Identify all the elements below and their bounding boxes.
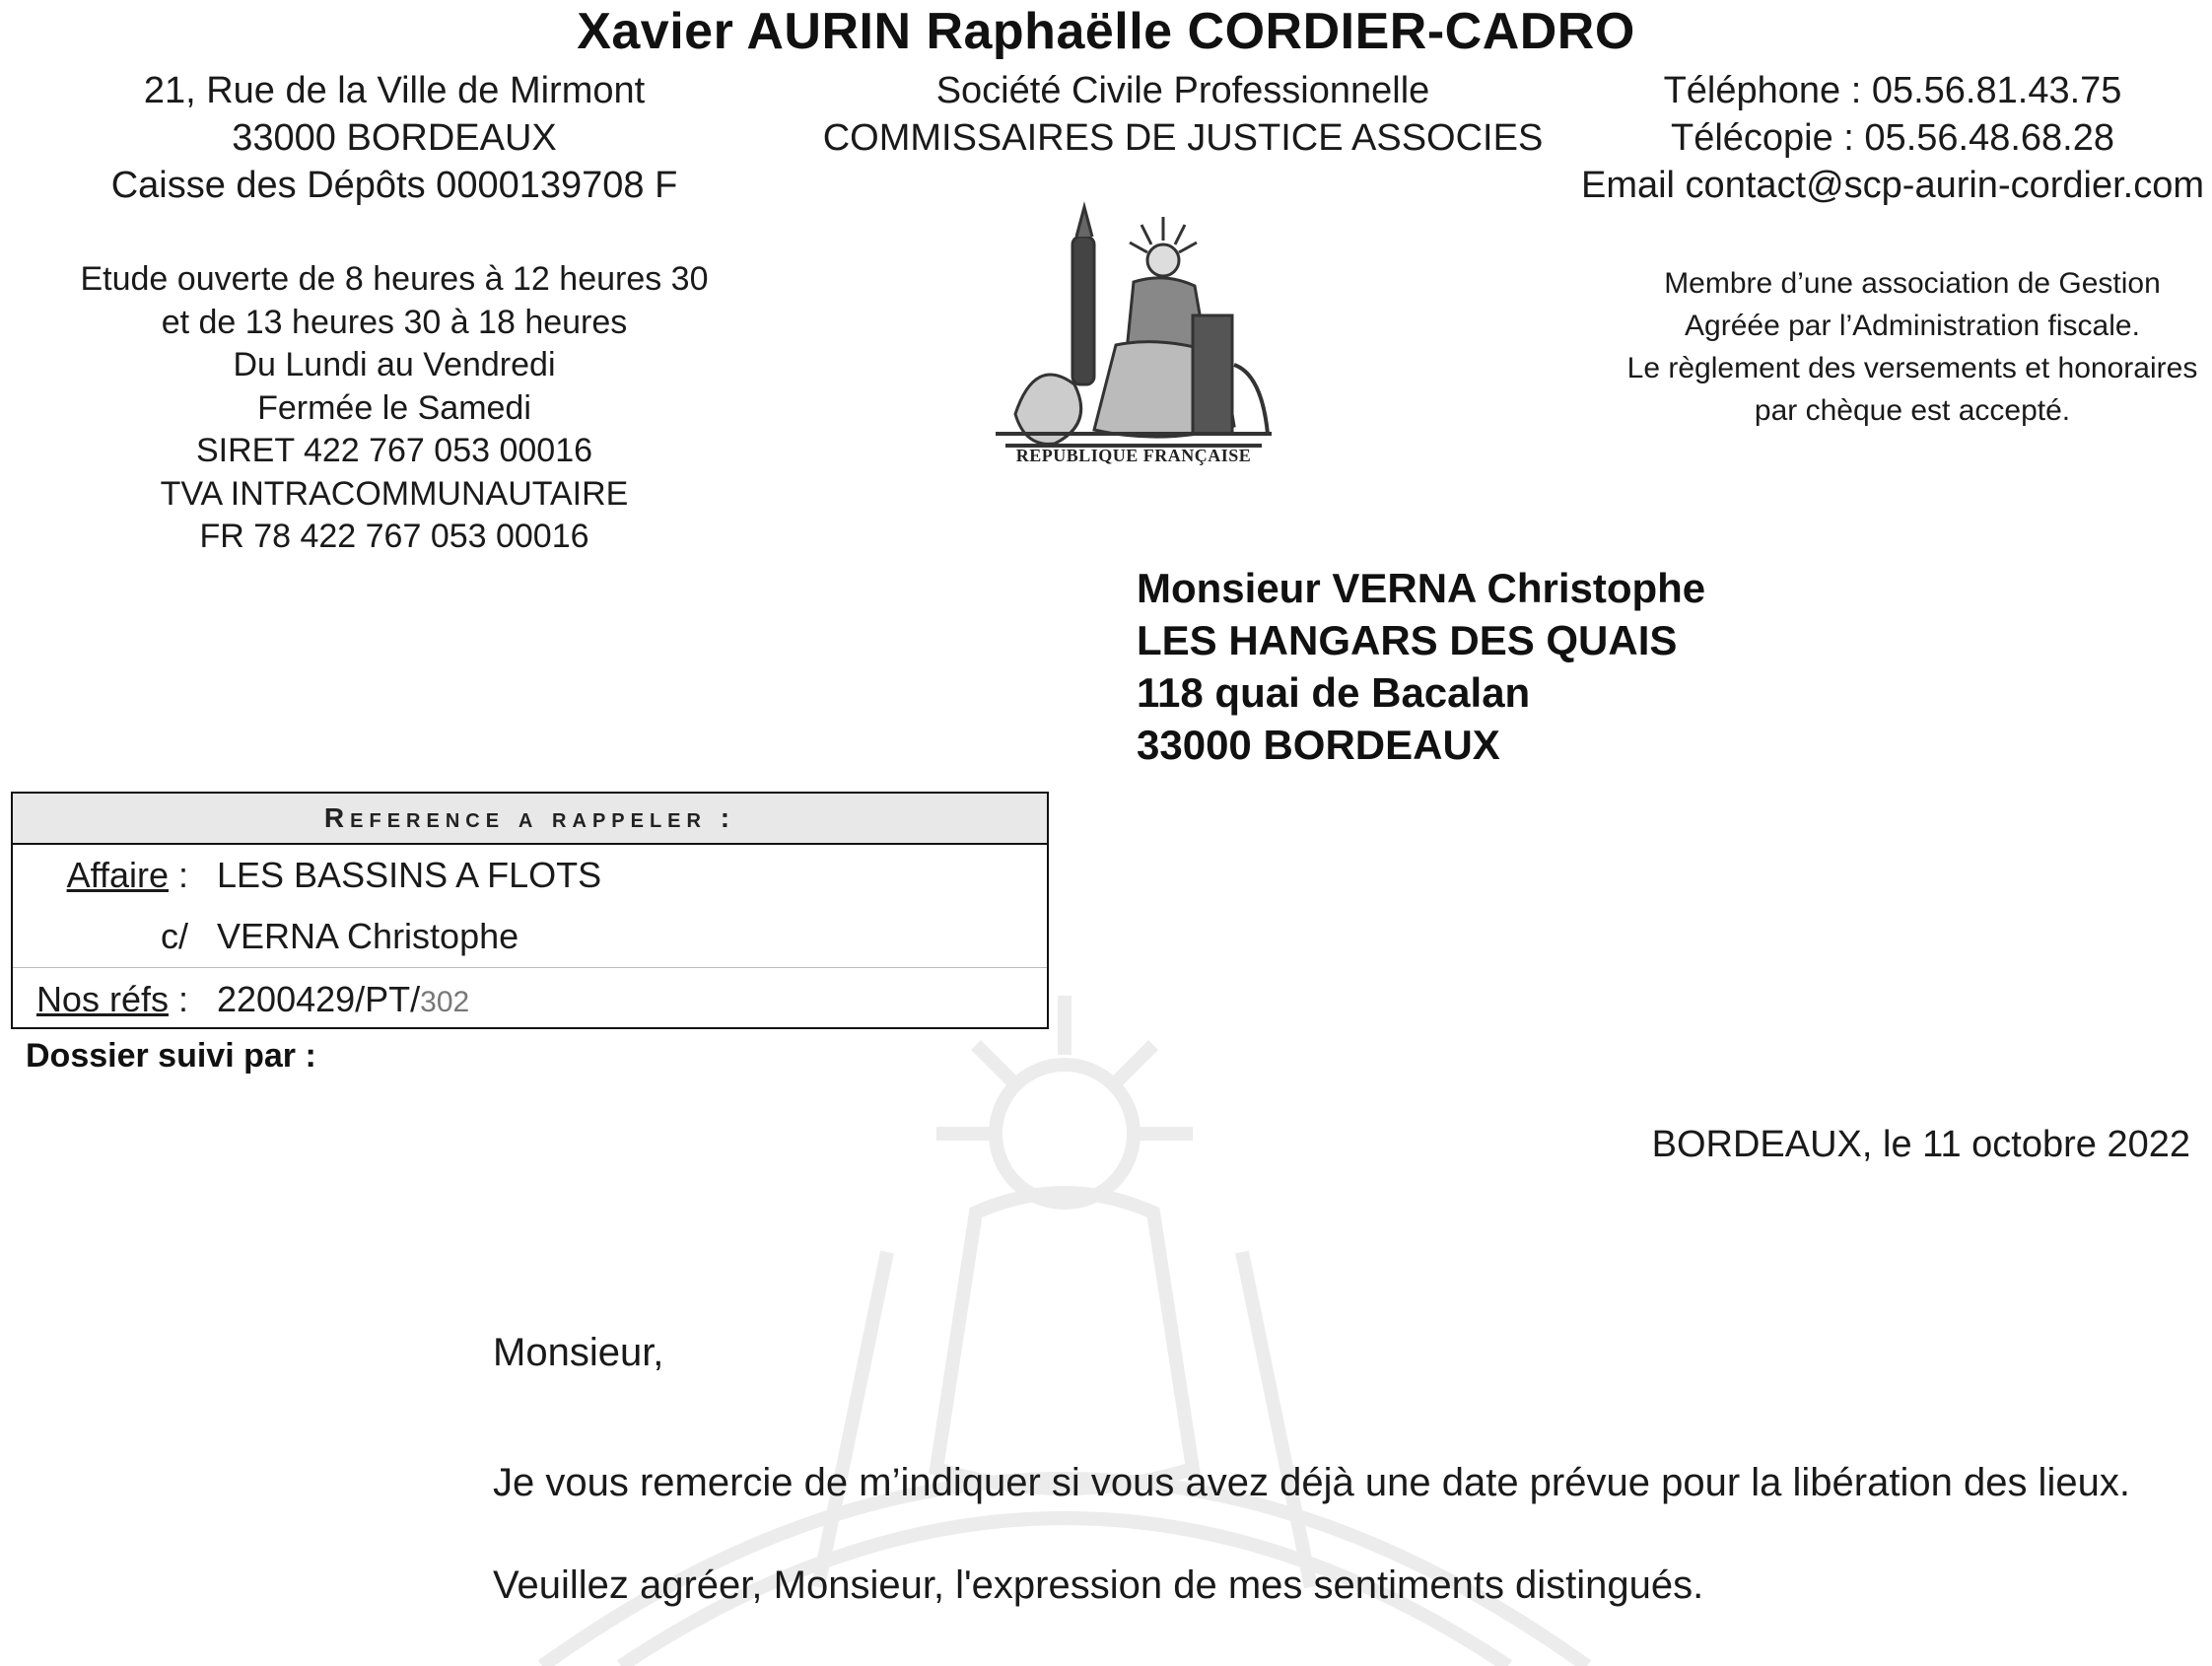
contre-value: VERNA Christophe [217, 916, 519, 956]
member-line: Agréée par l’Administration fiscale. [1685, 310, 2140, 342]
letterhead-title: Xavier AURIN Raphaëlle CORDIER-CADRO [577, 3, 1635, 60]
member-line: par chèque est accepté. [1754, 394, 2071, 427]
refs-colon: : [168, 979, 188, 1019]
affaire-value: LES BASSINS A FLOTS [217, 855, 602, 895]
company-description [789, 67, 1577, 162]
fax-number: Télécopie : 05.56.48.68.28 [1670, 117, 2114, 159]
reference-divider [13, 967, 1047, 968]
refs-value [217, 979, 469, 1020]
member-line: Le règlement des versements et honoraires [1626, 352, 2198, 384]
vat-label: TVA INTRACOMMUNAUTAIRE [160, 474, 629, 513]
recipient-address [1137, 562, 1705, 771]
company-type: Société Civile Professionnelle [935, 70, 1430, 111]
refs-main: 2200429/PT/ [217, 979, 421, 1019]
recipient-name: Monsieur VERNA Christophe [1137, 565, 1706, 611]
affaire-label [13, 855, 188, 896]
refs-label [13, 979, 188, 1020]
vat-number: FR 78 422 767 053 00016 [199, 518, 589, 555]
hours-line: Fermée le Samedi [257, 388, 531, 427]
siret-number: SIRET 422 767 053 00016 [195, 432, 593, 469]
recipient-street: 118 quai de Bacalan [1137, 669, 1531, 716]
emblem-caption: REPUBLIQUE FRANÇAISE [1015, 446, 1252, 465]
reference-box [11, 792, 1049, 1029]
opening-hours [59, 258, 729, 559]
letter-date: BORDEAUX, le 11 octobre 2022 [1651, 1124, 2190, 1165]
marianne-seal-icon [976, 197, 1291, 473]
letter-paragraph: Je vous remercie de m’indiquer si vous avez déjà une date prévue pour la libération des lieux. [493, 1461, 2130, 1504]
reference-heading [13, 794, 1047, 845]
hours-line: Etude ouverte de 8 heures à 12 heures 30 [80, 260, 709, 298]
hours-line: Du Lundi au Vendredi [233, 346, 556, 383]
email-address: Email contact@scp-aurin-cordier.com [1580, 165, 2204, 206]
member-line: Membre d’une association de Gestion [1664, 267, 2161, 300]
address-street: 21, Rue de la Ville de Mirmont [143, 70, 646, 111]
refs-label-text: Nos réfs [35, 979, 169, 1019]
refs-suffix: 302 [420, 986, 470, 1018]
dossier-followed-by: Dossier suivi par : [26, 1037, 316, 1075]
phone-number: Téléphone : 05.56.81.43.75 [1663, 70, 2122, 111]
address-city: 33000 BORDEAUX [232, 117, 557, 159]
marianne-watermark-icon [424, 956, 1705, 1666]
recipient-city: 33000 BORDEAUX [1137, 722, 1500, 768]
affaire-label-text: Affaire [66, 855, 169, 895]
reference-heading-text: Reference a rappeler : [323, 802, 736, 833]
office-address [59, 67, 729, 209]
management-association-note [1617, 262, 2208, 432]
company-profession: COMMISSAIRES DE JUSTICE ASSOCIES [822, 117, 1544, 159]
letter-salutation: Monsieur, [493, 1331, 664, 1374]
letter-closing: Veuillez agréer, Monsieur, l'expression de mes sentiments distingués. [493, 1563, 1704, 1607]
deposit-account: Caisse des Dépôts 0000139708 F [110, 165, 678, 206]
contre-label: c/ [160, 916, 188, 956]
recipient-company: LES HANGARS DES QUAIS [1137, 617, 1678, 663]
hours-line: et de 13 heures 30 à 18 heures [161, 303, 628, 341]
affaire-colon: : [168, 855, 188, 895]
contact-info [1577, 67, 2208, 209]
